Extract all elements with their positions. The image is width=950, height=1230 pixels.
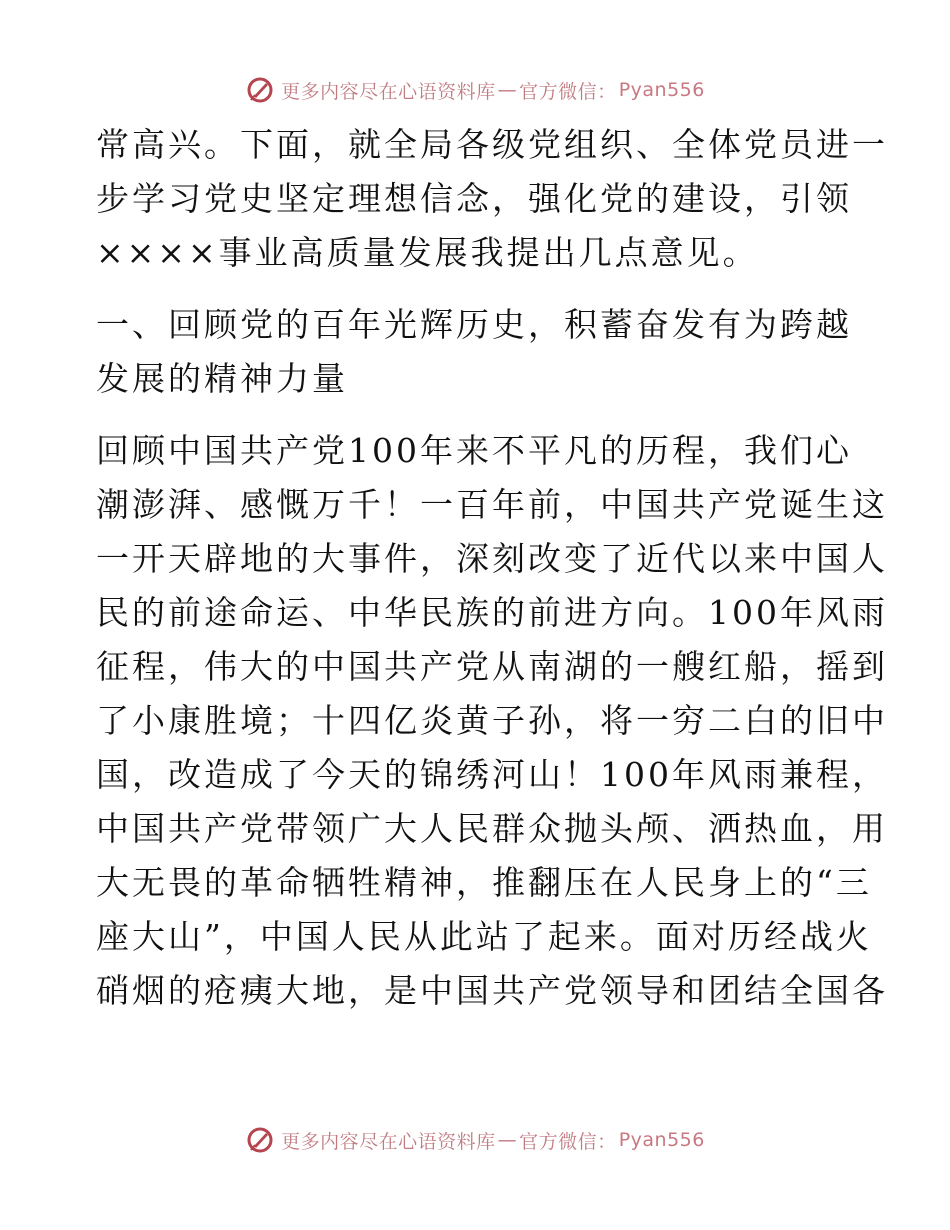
text-line: 一开天辟地的大事件，深刻改变了近代以来中国人 [96, 539, 888, 578]
text-line: 座大山”，中国人民从此站了起来。面对历经战火 [96, 917, 872, 956]
text-line: 硝烟的疮痍大地，是中国共产党领导和团结全国各 [96, 971, 888, 1010]
watermark-text: 更多内容尽在心语资料库 [281, 80, 496, 103]
footer-watermark [0, 1120, 950, 1160]
text-line: 了小康胜境；十四亿炎黄子孙，将一穷二白的旧中 [96, 701, 888, 740]
quill-logo-icon [245, 1125, 275, 1155]
text-line: 大无畏的革命牺牲精神，推翻压在人民身上的“三 [96, 863, 872, 902]
text-line: 发展的精神力量 [96, 359, 348, 398]
text-line: 潮澎湃、感慨万千！一百年前，中国共产党诞生这 [96, 485, 888, 524]
text-line: 步学习党史坚定理想信念，强化党的建设，引领 [96, 179, 852, 218]
watermark-wechat-id: Pyan556 [618, 1129, 705, 1151]
text-line: 一、回顾党的百年光辉历史，积蓄奋发有为跨越 [96, 305, 852, 344]
text-line: 回顾中国共产党100年来不平凡的历程，我们心 [96, 431, 852, 470]
header-watermark [0, 70, 950, 110]
text-line: 征程，伟大的中国共产党从南湖的一艘红船，摇到 [96, 647, 888, 686]
watermark-official: 官方微信： [519, 1130, 617, 1153]
document-body [96, 118, 888, 1018]
text-line: 常高兴。下面，就全局各级党组织、全体党员进一 [96, 125, 888, 164]
paragraph-history [96, 424, 888, 1018]
watermark-dash: — [497, 1129, 518, 1151]
text-line: 中国共产党带领广大人民群众抛头颅、洒热血，用 [96, 809, 888, 848]
text-line: 民的前途命运、中华民族的前进方向。100年风雨 [96, 593, 888, 632]
watermark-text: 更多内容尽在心语资料库 [281, 1130, 496, 1153]
section-heading-1 [96, 298, 856, 406]
quill-logo-icon [245, 75, 275, 105]
watermark-official: 官方微信： [519, 80, 617, 103]
text-line: 国，改造成了今天的锦绣河山！100年风雨兼程， [96, 755, 888, 794]
paragraph-intro [96, 118, 888, 280]
text-line: ××××事业高质量发展我提出几点意见。 [96, 233, 759, 272]
watermark-dash: — [497, 79, 518, 101]
watermark-wechat-id: Pyan556 [618, 79, 705, 101]
